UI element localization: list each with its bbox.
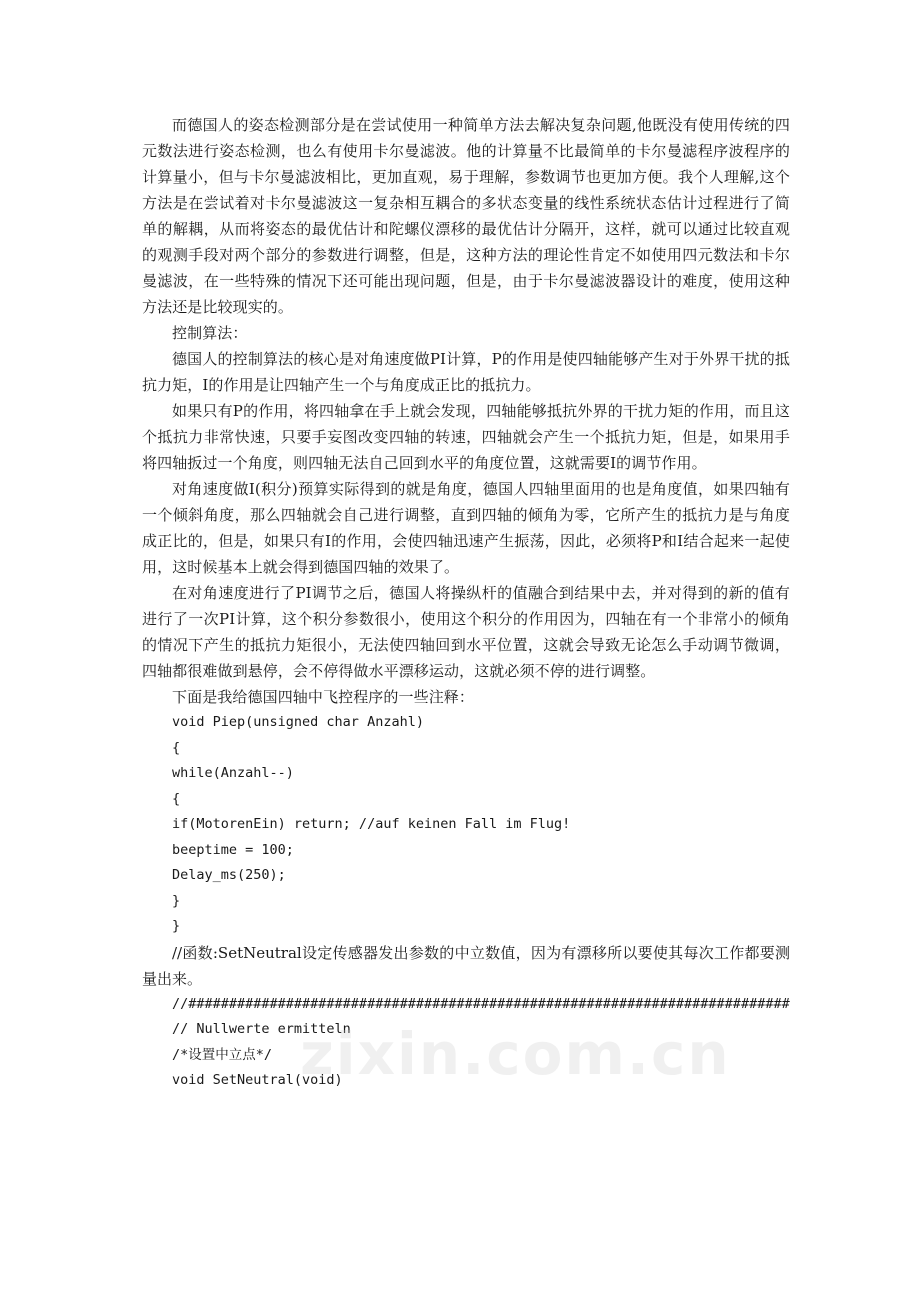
code-line: if(MotorenEin) return; //auf keinen Fall im Flug! (172, 816, 571, 832)
code-line: void Piep(unsigned char Anzahl) (172, 714, 424, 730)
paragraph-i-effect: 对角速度做I(积分)预算实际得到的就是角度，德国人四轴里面用的也是角度值，如果四轴有一个倾斜角度，那么四轴就会自己进行调整，直到四轴的倾角为零，它所产生的抵抗力是与角度成正比的，但是，如果只有I的作用，会使四轴迅速产生振荡，因此，必须将P和I结合起来一起使用，这时候基本上就会得到德国四轴的效果了。 (142, 480, 790, 576)
comment-setneutral: //函数:SetNeutral设定传感器发出参数的中立数值，因为有漂移所以要使其每次工作都要测量出来。 (142, 943, 790, 988)
watermark: zixin.com.cn (300, 1020, 731, 1088)
code-block-setneutral (142, 1017, 790, 1094)
code-line: { (172, 790, 181, 807)
code-block-piep (142, 710, 790, 940)
paragraph-control-heading: 控制算法： (172, 324, 248, 342)
code-line: } (172, 892, 181, 909)
code-line: Delay_ms(250); (172, 867, 286, 883)
document-page (142, 112, 790, 1094)
code-line: } (172, 918, 181, 934)
paragraph-annotations-intro: 下面是我给德国四轴中飞控程序的一些注释： (172, 688, 475, 706)
code-line: beeptime = 100; (172, 841, 294, 858)
paragraph-pi-joystick: 在对角速度进行了PI调节之后，德国人将操纵杆的值融合到结果中去，并对得到的新的值有进行了一次PI计算，这个积分参数很小，使用这个积分的作用因为，四轴在有一个非常小的倾角的情况下产生的抵抗力矩很小，无法使四轴回到水平位置，这就会导致无论怎么手动调节微调，四轴都很难做到悬停，会不停得做水平漂移运动，这就必须不停的进行调整。 (142, 584, 790, 680)
code-line: while(Anzahl--) (172, 765, 294, 781)
code-line: /*设置中立点*/ (172, 1046, 273, 1063)
paragraph-attitude-detection: 而德国人的姿态检测部分是在尝试使用一种简单方法去解决复杂问题,他既没有使用传统的四元数法进行姿态检测，也么有使用卡尔曼滤波。他的计算量不比最简单的卡尔曼滤程序波程序的计算量小，但与卡尔曼滤波相比，更加直观，易于理解，参数调节也更加方便。我个人理解,这个方法是在尝试着对卡尔曼滤波这一复杂相互耦合的多状态变量的线性系统状态估计过程进行了简单的解耦，从而将姿态的最优估计和陀螺仪漂移的最优估计分隔开，这样，就可以通过比较直观的观测手段对两个部分的参数进行调整，但是，这种方法的理论性肯定不如使用四元数法和卡尔曼滤波，在一些特殊的情况下还可能出现问题，但是，由于卡尔曼滤波器设计的难度，使用这种方法还是比较现实的。 (142, 116, 790, 316)
code-line: // Nullwerte ermitteln (172, 1021, 351, 1037)
code-line: { (172, 739, 181, 756)
paragraph-p-effect: 如果只有P的作用，将四轴拿在手上就会发现，四轴能够抵抗外界的干扰力矩的作用，而且这个抵抗力非常快速，只要手妄图改变四轴的转速，四轴就会产生一个抵抗力矩，但是，如果用手将四轴扳过一个角度，则四轴无法自己回到水平的角度位置，这就需要I的调节作用。 (142, 402, 790, 472)
code-line: void SetNeutral(void) (172, 1072, 343, 1088)
paragraph-control-core: 德国人的控制算法的核心是对角速度做PI计算，P的作用是使四轴能够产生对于外界干扰的抵抗力矩，I的作用是让四轴产生一个与角度成正比的抵抗力。 (142, 350, 790, 394)
hash-separator-line: //########################################################################## (172, 995, 790, 1012)
